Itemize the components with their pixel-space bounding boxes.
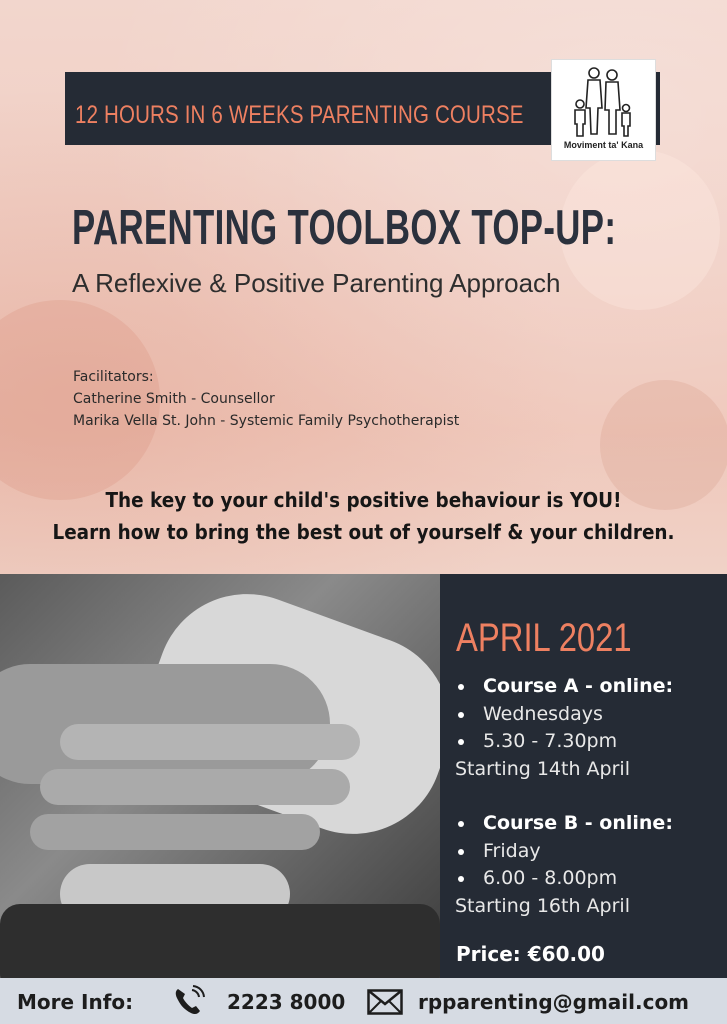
- contact-footer: [0, 978, 727, 1024]
- banner-text: 12 HOURS IN 6 WEEKS PARENTING COURSE: [75, 101, 524, 129]
- tagline-line-1: The key to your child's positive behaviour is YOU!: [105, 488, 622, 512]
- photo-hand-shape: [40, 769, 350, 805]
- price: [456, 942, 605, 966]
- page-title: PARENTING TOOLBOX TOP-UP:: [72, 201, 617, 255]
- course-b-name: Course B - online:: [455, 810, 673, 838]
- schedule-panel: [440, 574, 727, 978]
- page-subtitle: A Reflexive & Positive Parenting Approach: [72, 268, 561, 298]
- tagline: [0, 484, 727, 548]
- facilitators-heading: Facilitators:: [73, 369, 154, 385]
- phone-icon: [172, 985, 208, 1017]
- course-b-day: Friday: [455, 838, 673, 866]
- tagline-line-2: Learn how to bring the best out of yourself & your children.: [52, 520, 675, 544]
- price-label: Price:: [456, 942, 521, 966]
- envelope-icon: [367, 989, 403, 1015]
- family-logo-icon: [572, 64, 634, 138]
- photo-hand-shape: [30, 814, 320, 850]
- logo-text: Moviment ta' Kana: [563, 140, 644, 150]
- facilitator-name: Catherine Smith - Counsellor: [73, 391, 275, 407]
- course-b-start: Starting 16th April: [455, 894, 630, 917]
- organization-logo: [551, 59, 656, 161]
- course-a-start: Starting 14th April: [455, 757, 630, 780]
- email-address[interactable]: rpparenting@gmail.com: [418, 990, 690, 1014]
- course-b-time: 6.00 - 8.00pm: [455, 865, 673, 893]
- course-a-day: Wednesdays: [455, 701, 673, 729]
- photo-hand-shape: [0, 904, 440, 978]
- photo-hand-shape: [60, 724, 360, 760]
- course-a-time: 5.30 - 7.30pm: [455, 728, 673, 756]
- price-value: €60.00: [527, 942, 605, 966]
- hands-photo: [0, 574, 440, 978]
- course-month: APRIL 2021: [456, 616, 632, 660]
- facilitators-block: [73, 366, 459, 432]
- phone-number[interactable]: 2223 8000: [227, 990, 346, 1014]
- course-a-block: [455, 673, 673, 783]
- course-b-block: [455, 810, 673, 920]
- facilitator-name: Marika Vella St. John - Systemic Family Psychotherapist: [73, 413, 460, 429]
- more-info-label: More Info:: [17, 990, 134, 1014]
- course-a-name: Course A - online:: [455, 673, 673, 701]
